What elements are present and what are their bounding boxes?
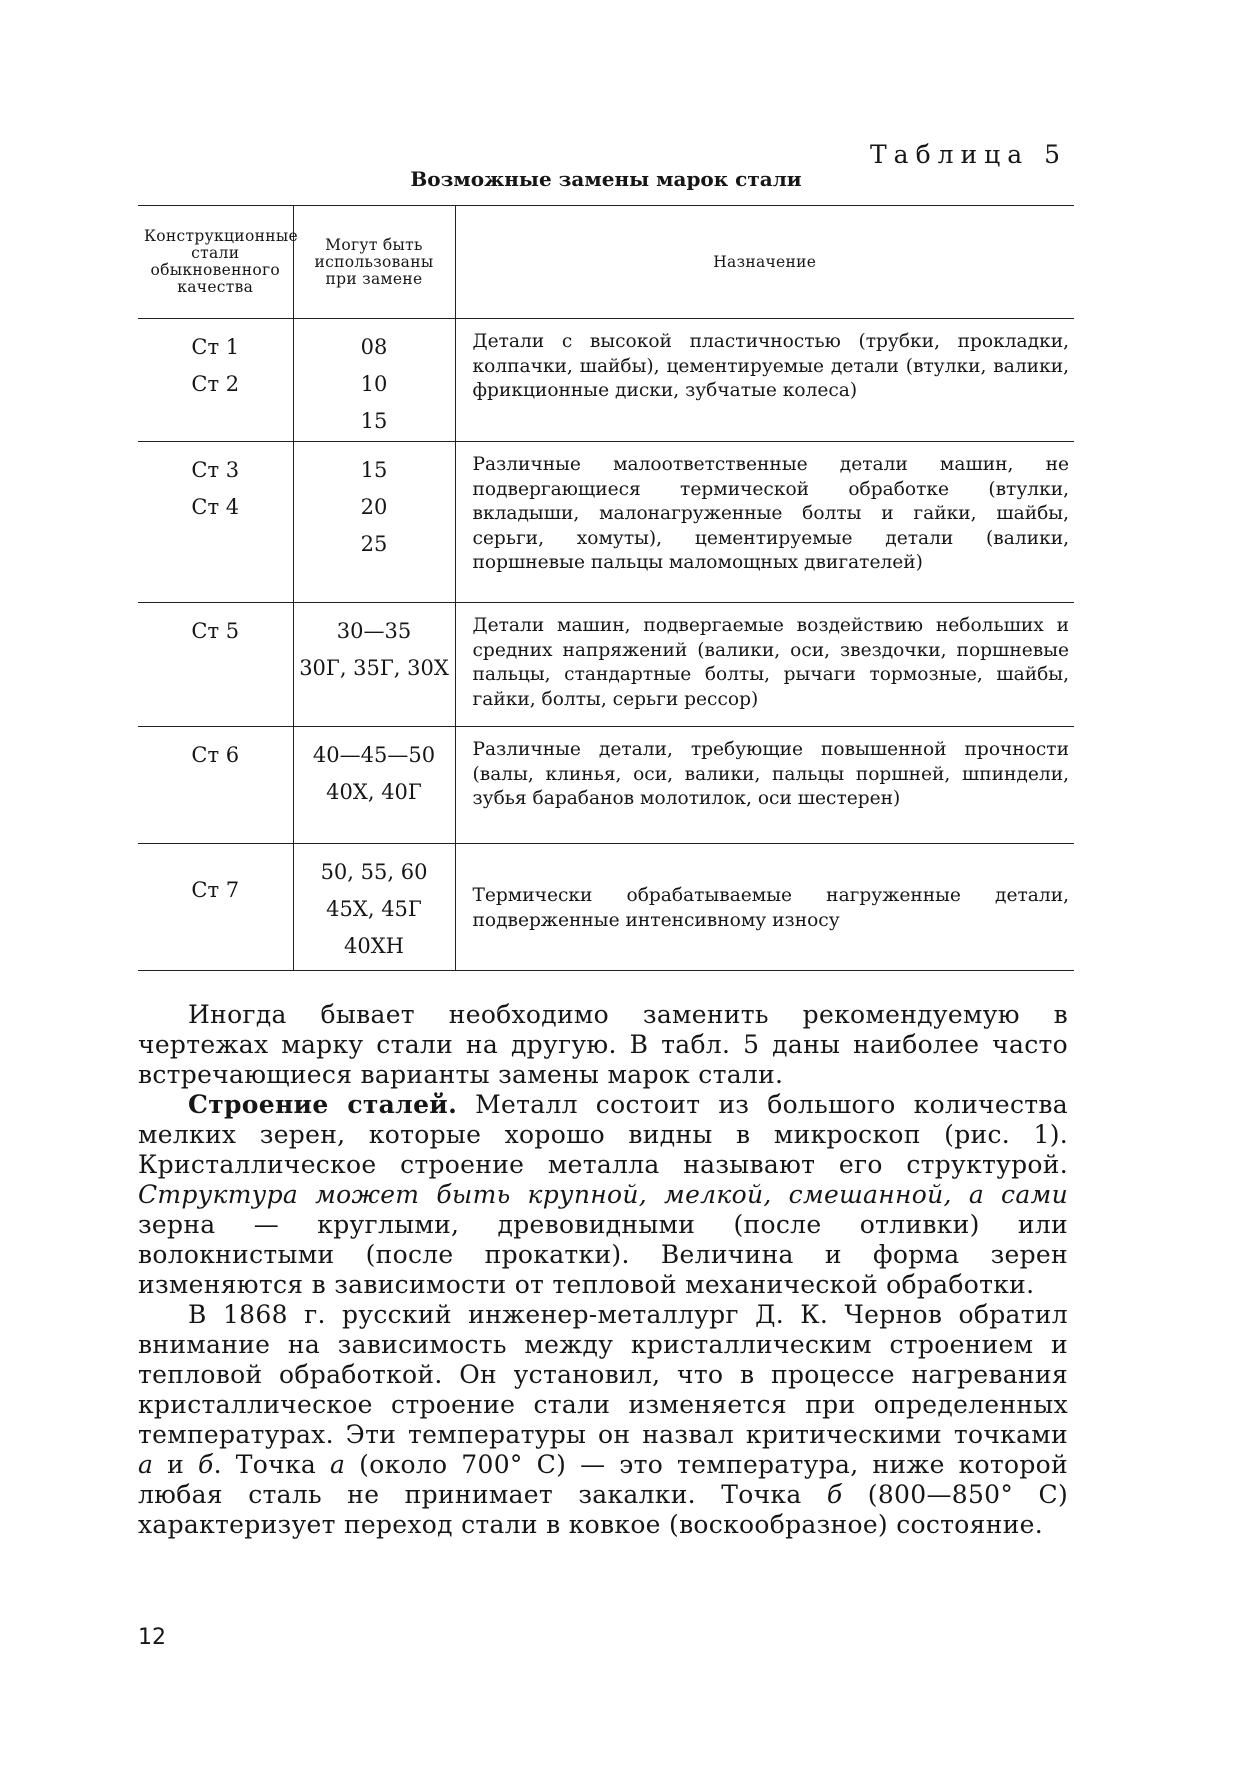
table-row (138, 727, 1074, 844)
purpose-text: Детали с высокой пластичностью (трубки, прокладки, колпачки, шайбы), цементируемые детали (втулки, валики, фрикционные диски, зубчатые колеса) (472, 331, 1069, 402)
purpose-cell (455, 844, 1074, 971)
replacement-grade: 40—45—50 (312, 743, 436, 767)
steel-substitution-table (138, 205, 1074, 971)
purpose-text: Различные малоответственные детали машин, не подвергающиеся термической обработке (втулки, вкладыши, малонагруженные болты и гайки, шайбы, серьги, хомуты), цементируемые детали (валики, поршневые пальцы маломощных двигателей) (472, 454, 1069, 574)
marks-cell (138, 844, 293, 971)
variable-text: а (138, 1450, 154, 1479)
replacements-cell (293, 442, 455, 603)
body-text (138, 1000, 1068, 1540)
purpose-text: Различные детали, требующие повышенной прочности (валы, клинья, оси, валики, пальцы поршней, шпиндели, зубья барабанов молотилок, оси шестерен) (472, 739, 1069, 810)
replacement-grade: 20 (360, 495, 388, 519)
marks-cell (138, 442, 293, 603)
paragraph-text: (около 700° С) — это температура, ниже которой любая сталь не принимает закалки. Точка (138, 1450, 1068, 1509)
steel-mark: Ст 2 (191, 372, 240, 396)
paragraph-text: Иногда бывает необходимо заменить рекомендуемую в чертежах марку стали на другую. В табл. 5 даны наиболее часто встречающиеся варианты замены марок стали. (138, 1000, 1068, 1089)
header-purpose: Назначение (455, 206, 1074, 319)
steel-mark: Ст 7 (191, 878, 240, 902)
steel-mark: Ст 4 (191, 495, 240, 519)
replacement-grade: 15 (360, 409, 388, 433)
marks-cell (138, 727, 293, 844)
paragraph (138, 1090, 1068, 1300)
replacement-grade: 25 (360, 532, 388, 556)
section-heading: Строение сталей. (188, 1090, 458, 1119)
replacement-grade: 08 (360, 335, 388, 359)
marks-cell (138, 603, 293, 727)
replacement-grade: 30Г, 35Г, 30Х (299, 656, 449, 680)
table-title: Возможные замены марок стали (410, 167, 802, 191)
replacement-grade: 40ХН (344, 934, 404, 958)
paragraph-text: Металл состоит из большого количества мелких зерен, которые хорошо видны в микроскоп (рис. 1). Кристаллическое строение металла называют его структурой. (138, 1090, 1068, 1179)
table-row (138, 844, 1074, 971)
header-replacements: Могут быть использованы при замене (293, 206, 455, 319)
purpose-cell (455, 727, 1074, 844)
variable-text: б (826, 1480, 843, 1509)
marks-cell (138, 319, 293, 442)
replacement-grade: 30—35 (336, 619, 412, 643)
table-row (138, 319, 1074, 442)
steel-mark: Ст 1 (191, 335, 240, 359)
table-row (138, 603, 1074, 727)
italic-text: Структура может быть крупной, мелкой, смешанной, а сами (138, 1180, 1068, 1209)
replacement-grade: 40Х, 40Г (326, 780, 422, 804)
replacement-grade: 45Х, 45Г (326, 897, 422, 921)
purpose-text: Детали машин, подвергаемые воздействию небольших и средних напряжений (валики, оси, звездочки, поршневые пальцы, стандартные болты, рычаги тормозные, шайбы, гайки, болты, серьги рессор) (472, 615, 1069, 710)
replacement-grade: 15 (360, 458, 388, 482)
steel-mark: Ст 6 (191, 743, 240, 767)
steel-mark: Ст 3 (191, 458, 240, 482)
replacements-cell (293, 319, 455, 442)
steel-mark: Ст 5 (191, 619, 240, 643)
replacement-grade: 50, 55, 60 (320, 860, 428, 884)
variable-text: а (330, 1450, 346, 1479)
paragraph (138, 1300, 1068, 1540)
variable-text: б (198, 1450, 214, 1479)
paragraph-text: и (153, 1450, 199, 1479)
table-header-row (138, 206, 1074, 319)
purpose-text: Термически обрабатываемые нагруженные детали, подверженные интенсивному износу (472, 885, 1069, 931)
paragraph (138, 1000, 1068, 1090)
paragraph-text: зерна — круглыми, древовидными (после отливки) или волокнистыми (после прокатки). Величина и форма зерен изменяются в зависимости от тепловой механической обработки. (138, 1210, 1068, 1299)
replacements-cell (293, 844, 455, 971)
paragraph-text: . Точка (213, 1450, 331, 1479)
header-structural-steels: Конструкционные стали обыкновенного качества (138, 206, 293, 319)
replacement-grade: 10 (360, 372, 388, 396)
replacements-cell (293, 727, 455, 844)
paragraph-text: (800—850° С) характеризует переход стали в ковкое (воскообразное) состояние. (138, 1480, 1068, 1539)
purpose-cell (455, 319, 1074, 442)
page-number: 12 (138, 1625, 166, 1650)
purpose-cell (455, 442, 1074, 603)
table-number: Таблица 5 (870, 140, 1068, 169)
replacements-cell (293, 603, 455, 727)
table-row (138, 442, 1074, 603)
purpose-cell (455, 603, 1074, 727)
paragraph-text: В 1868 г. русский инженер-металлург Д. К. Чернов обратил внимание на зависимость между кристаллическим строением и тепловой обработкой. Он установил, что в процессе нагревания кристаллическое строение стали изменяется при определенных температурах. Эти температуры он назвал критическими точками (138, 1300, 1068, 1449)
